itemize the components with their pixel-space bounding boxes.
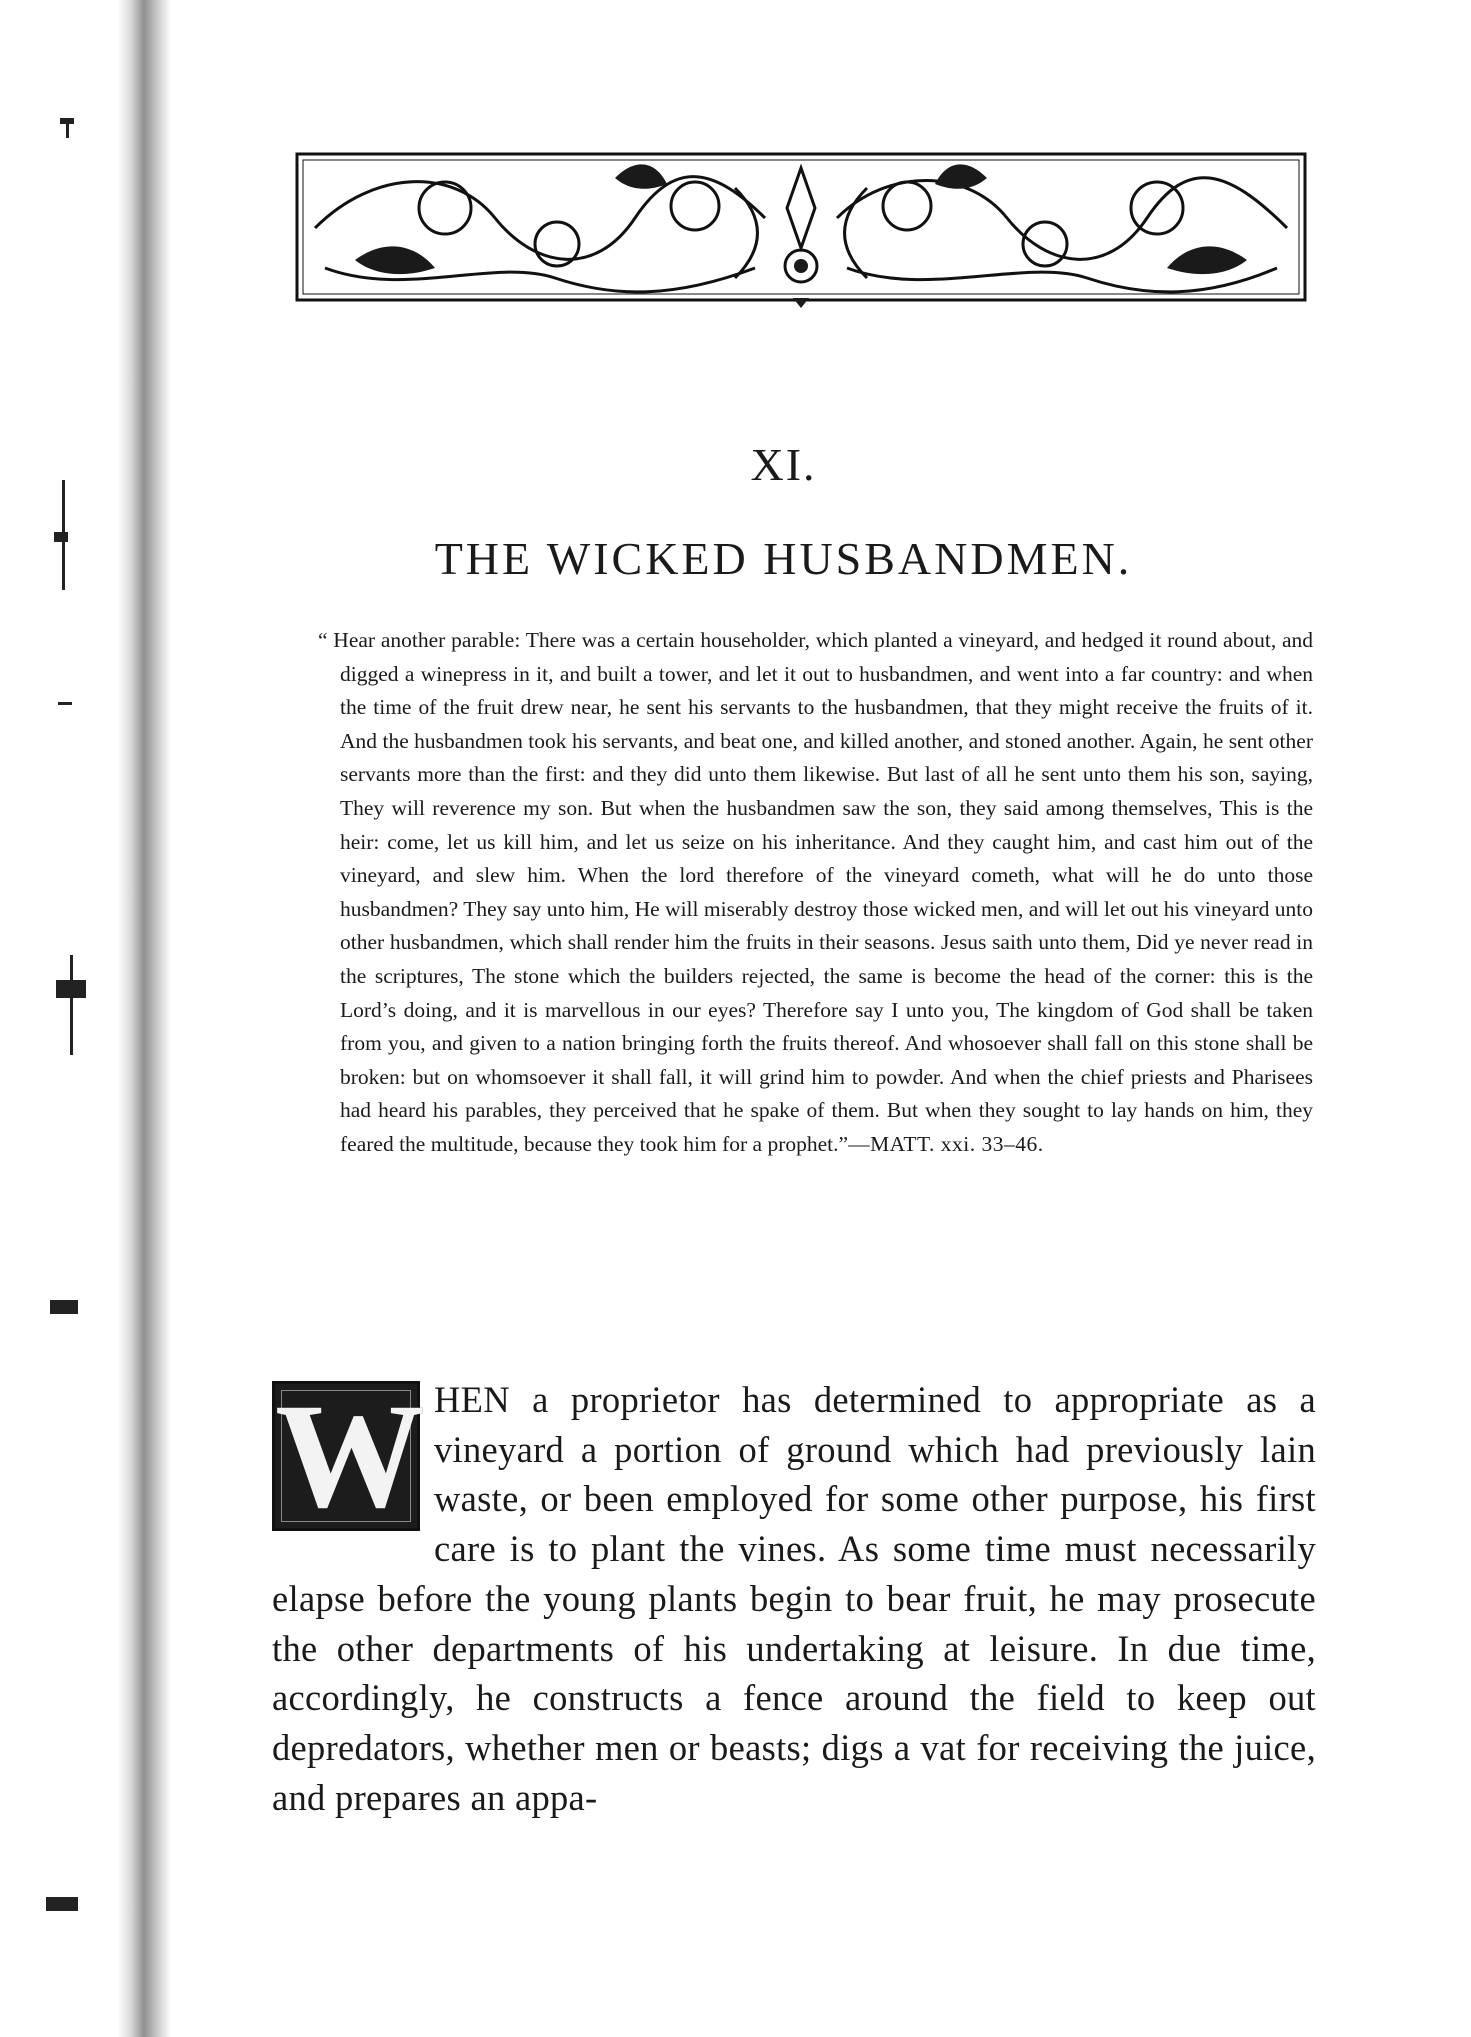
scripture-epigraph <box>318 624 1313 1162</box>
gutter-speck <box>70 955 73 1055</box>
epigraph-text: “ Hear another parable: There was a certain householder, which planted a vineyard, and hedged it round about, and digged a winepress in it, and built a tower, and let it out to husbandmen, and went into a far country: and when the time of the fruit drew near, he sent his servants to the husbandmen, that they might receive the fruits of it. And the husbandmen took his servants, and beat one, and killed another, and stoned another. Again, he sent other servants more than the first: and they did unto them likewise. But last of all he sent unto them his son, saying, They will reverence my son. But when the husbandmen saw the son, they said among themselves, This is the heir: come, let us kill him, and let us seize on his inheritance. And they caught him, and cast him out of the vineyard, and slew him. When the lord therefore of the vineyard cometh, what will he do unto those husbandmen? They say unto him, He will miserably destroy those wicked men, and will let out his vineyard unto other husbandmen, which shall render him the fruits in their seasons. Jesus saith unto them, Did ye never read in the scriptures, The stone which the builders rejected, the same is become the head of the corner: this is the Lord’s doing, and it is marvellous in our eyes? Therefore say I unto you, The kingdom of God shall be taken from you, and given to a nation bringing forth the fruits thereof. And whosoever shall fall on this stone shall be broken: but on whomsoever it shall fall, it will grind him to powder. And when the chief priests and Pharisees had heard his parables, they perceived that he spake of them. But when they sought to lay hands on him, they feared the multitude, because they took him for a prophet.” <box>318 628 1313 1156</box>
chapter-body <box>272 1375 1316 1822</box>
gutter-speck <box>46 1897 78 1911</box>
drop-cap <box>272 1373 426 1539</box>
chapter-number: XI. <box>750 439 817 490</box>
gutter-speck <box>58 702 72 705</box>
gutter-speck <box>50 1300 78 1314</box>
chapter-title: THE WICKED HUSBANDMEN. <box>434 533 1133 584</box>
binding-gutter <box>118 0 170 2037</box>
epigraph-reference: —MATT. xxi. 33–46. <box>848 1131 1044 1156</box>
gutter-speck <box>66 118 69 138</box>
ornamental-header-banner <box>295 148 1307 308</box>
drop-cap-letter: W <box>275 1373 426 1539</box>
body-paragraph: HEN a proprietor has determined to appropriate as a vineyard a portion of ground which had previously lain waste, or been employed for some other purpose, his first care is to plant the vines. As some time must necessarily elapse before the young plants begin to bear fruit, he may prosecute the other departments of his undertaking at leisure. In due time, accordingly, he constructs a fence around the field to keep out depredators, whether men or beasts; digs a vat for receiving the juice, and prepares an appa- <box>272 1379 1316 1818</box>
